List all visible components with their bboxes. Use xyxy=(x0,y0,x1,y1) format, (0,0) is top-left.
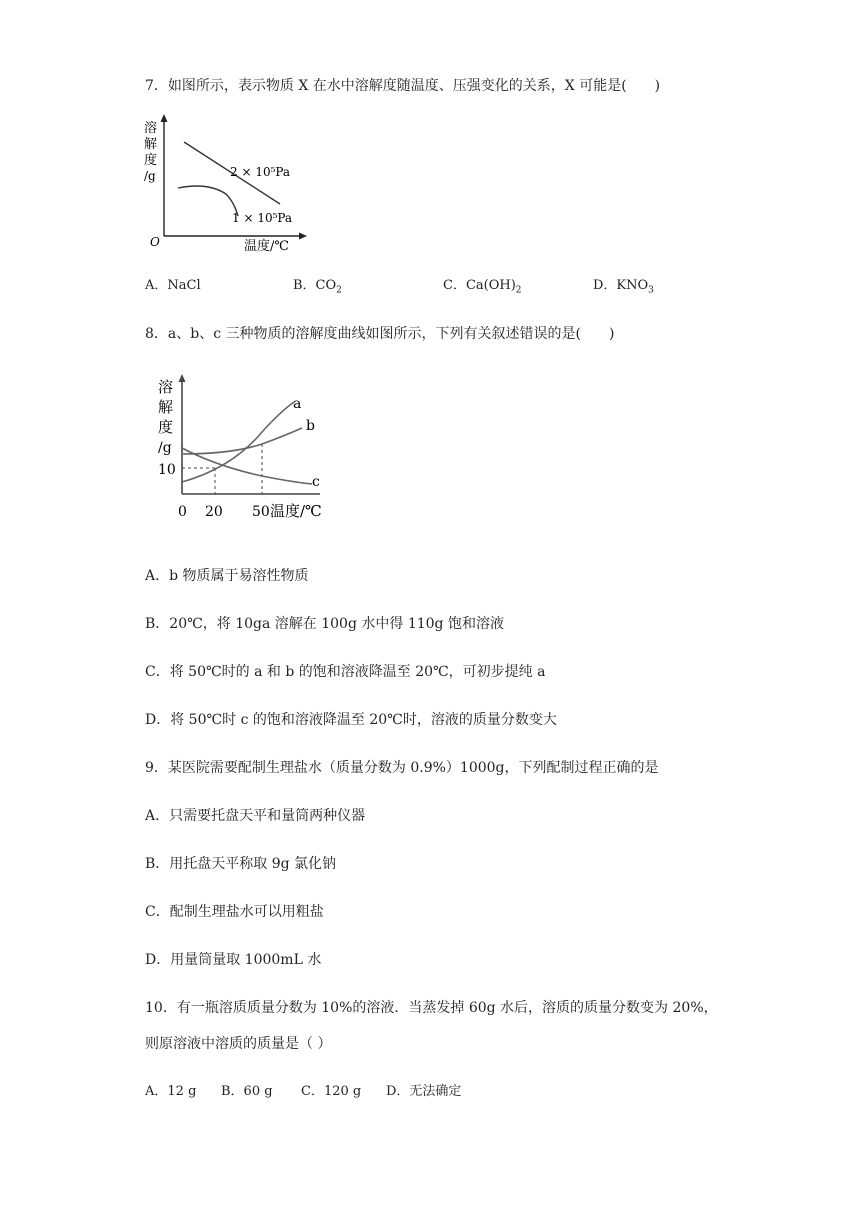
q10-option-c: C．120 g xyxy=(301,1084,362,1099)
q7-option-c-sub: 2 xyxy=(515,285,522,296)
q8-ylabel-3: 度 xyxy=(158,418,174,436)
q10-stem-line2: 则原溶液中溶质的质量是（ ） xyxy=(145,1036,332,1052)
q7-x-axis-arrow xyxy=(299,233,307,240)
q7-xlabel: 温度/℃ xyxy=(244,239,289,252)
q8-y-axis-arrow xyxy=(179,374,186,382)
q7-curve-lower-label: 1 × 10⁵Pa xyxy=(232,211,293,225)
q8-option-c: C．将 50℃时的 a 和 b 的饱和溶液降温至 20℃，可初步提纯 a xyxy=(145,664,546,680)
q7-option-b-sub: 2 xyxy=(336,285,342,296)
q7-option-b xyxy=(293,276,342,301)
q8-y-tick-10: 10 xyxy=(158,462,176,478)
q7-option-d-text: D．KNO xyxy=(593,278,649,293)
q7-ylabel-1: 溶 xyxy=(144,121,158,136)
q7-ylabel-4: /g xyxy=(144,169,156,183)
q7-option-d xyxy=(593,276,654,301)
q8-label-c: c xyxy=(312,474,320,490)
q9-option-a: A．只需要托盘天平和量筒两种仪器 xyxy=(145,808,366,824)
q7-y-axis-arrow xyxy=(161,114,168,122)
q10-option-d: D．无法确定 xyxy=(386,1084,462,1099)
q8-ylabel-1: 溶 xyxy=(158,378,174,396)
q9-option-d: D．用量筒量取 1000mL 水 xyxy=(145,952,322,968)
q7-option-d-sub: 3 xyxy=(648,285,654,296)
q9-option-b: B．用托盘天平称取 9g 氯化钠 xyxy=(145,856,337,872)
q8-x-tick-0: 0 xyxy=(178,504,187,520)
q7-ylabel-2: 解 xyxy=(144,137,158,152)
q10-option-b: B．60 g xyxy=(221,1084,273,1099)
q7-solubility-figure xyxy=(140,112,310,252)
q7-stem: 7．如图所示，表示物质 X 在水中溶解度随温度、压强变化的关系，X 可能是( ) xyxy=(145,78,661,94)
q7-option-b-text: B．CO xyxy=(293,278,337,293)
q8-ylabel-2: 解 xyxy=(158,398,174,416)
q8-x-tick-50: 50 xyxy=(252,504,270,520)
q7-origin-label: O xyxy=(150,235,160,249)
q10-option-a: A．12 g xyxy=(145,1084,197,1099)
q8-solubility-figure xyxy=(152,372,342,522)
q7-ylabel-3: 度 xyxy=(144,153,158,168)
q8-option-b: B．20℃，将 10ga 溶解在 100g 水中得 110g 饱和溶液 xyxy=(145,616,504,632)
q8-stem: 8．a、b、c 三种物质的溶解度曲线如图所示，下列有关叙述错误的是( ) xyxy=(145,326,615,342)
q8-label-a: a xyxy=(293,396,302,412)
q8-ylabel-4: /g xyxy=(158,440,172,456)
q8-x-tick-20: 20 xyxy=(205,504,223,520)
q7-curve-lower xyxy=(178,186,238,216)
q9-option-c: C．配制生理盐水可以用粗盐 xyxy=(145,904,324,920)
q8-option-a: A．b 物质属于易溶性物质 xyxy=(145,568,309,584)
q8-label-b: b xyxy=(306,418,315,434)
q8-xlabel: 温度/℃ xyxy=(270,502,322,520)
q8-curve-b xyxy=(182,428,302,454)
q7-option-a: A．NaCl xyxy=(145,278,201,293)
q8-option-d: D．将 50℃时 c 的饱和溶液降温至 20℃时，溶液的质量分数变大 xyxy=(145,712,557,728)
q9-stem: 9．某医院需要配制生理盐水（质量分数为 0.9%）1000g，下列配制过程正确的是 xyxy=(145,760,659,776)
q7-option-c xyxy=(443,276,522,301)
q7-option-c-text: C．Ca(OH) xyxy=(443,278,516,293)
q10-stem-line1: 10．有一瓶溶质质量分数为 10%的溶液．当蒸发掉 60g 水后，溶质的质量分数变为 20%， xyxy=(145,1000,718,1016)
q7-curve-upper-label: 2 × 10⁵Pa xyxy=(230,165,291,179)
